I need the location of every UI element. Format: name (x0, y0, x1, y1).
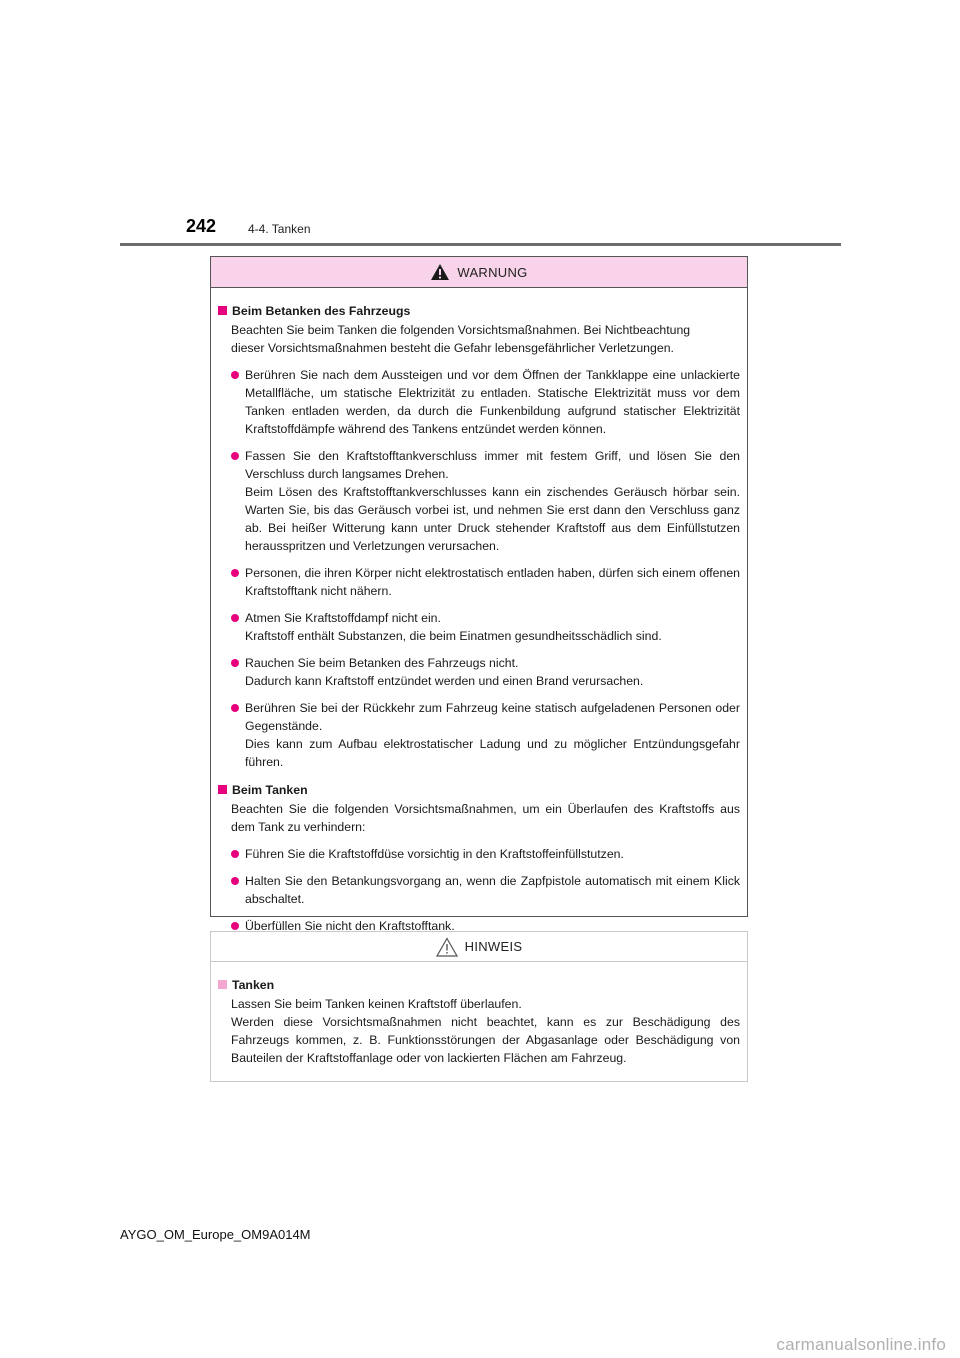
bullet-line: Halten Sie den Betankungsvorgang an, wenn die Zapfpistole automatisch mit einem Klick abschaltet. (245, 874, 740, 906)
notice-paragraph (231, 995, 740, 1067)
bullet-dot-icon (231, 452, 239, 460)
bullet-dot-icon (231, 922, 239, 930)
section-label: 4-4. Tanken (248, 222, 311, 236)
bullet-dot-icon (231, 877, 239, 885)
bullet-line: Berühren Sie bei der Rückkehr zum Fahrzeug keine statisch aufgeladenen Personen oder Gegenstände. (245, 701, 740, 733)
bullet-dot-icon (231, 704, 239, 712)
bullet-line: Dies kann zum Aufbau elektrostatischer Ladung und zu möglicher Entzündungsgefahr führen. (245, 737, 740, 769)
bullet-text (245, 609, 740, 645)
notice-triangle-icon (436, 937, 458, 957)
square-bullet-icon (218, 785, 227, 794)
sub-heading (218, 781, 740, 799)
bullet-line: Dadurch kann Kraftstoff entzündet werden und einen Brand verursachen. (245, 674, 644, 688)
bullet-text (245, 447, 740, 555)
sub-heading-text: Beim Betanken des Fahrzeugs (232, 304, 411, 318)
bullet-line: Beim Lösen des Kraftstofftankverschlusses kann ein zischendes Geräusch hörbar sein. Warten Sie, bis das Geräusch vorbei ist, und nehmen Sie erst dann den Verschluss ganz ab. Bei heißer Witterung kann unter Druck stehender Kraftstoff aus dem Einfüllstutzen herausspritzen und Verletzungen verursachen. (245, 485, 740, 553)
notice-title: HINWEIS (464, 939, 523, 954)
list-item (231, 447, 740, 555)
sub-heading-text: Beim Tanken (232, 783, 308, 797)
warning-box (210, 256, 748, 933)
bullet-text (245, 366, 740, 438)
bullet-text (245, 564, 740, 600)
bullet-text (245, 872, 740, 908)
notice-line: Werden diese Vorsichtsmaßnahmen nicht beachtet, kann es zur Beschädigung des Fahrzeugs kommen, z. B. Funktionsstörungen der Abgasanlage oder Beschädigung von Bauteilen der Kraftstoffanlage oder von lackierten Flächen am Fahrzeug. (231, 1015, 740, 1065)
bullet-text (245, 699, 740, 771)
bullet-line: Rauchen Sie beim Betanken des Fahrzeugs nicht. (245, 656, 519, 670)
intro-line: Beachten Sie beim Tanken die folgenden Vorsichtsmaßnahmen. Bei Nichtbeachtung (231, 323, 691, 337)
bullet-line: Kraftstoff enthält Substanzen, die beim Einatmen gesundheitsschädlich sind. (245, 629, 662, 643)
notice-header (211, 932, 747, 962)
bullet-line: Atmen Sie Kraftstoffdampf nicht ein. (245, 611, 441, 625)
square-bullet-icon (218, 980, 227, 989)
bullet-dot-icon (231, 659, 239, 667)
notice-body (211, 962, 747, 1067)
header-rule (120, 243, 841, 246)
bullet-line: Führen Sie die Kraftstoffdüse vorsichtig in den Kraftstoffeinfüllstutzen. (245, 847, 624, 861)
bullet-text (245, 654, 740, 690)
bullet-line: Personen, die ihren Körper nicht elektrostatisch entladen haben, dürfen sich einem offenen Kraftstofftank nicht nähern. (245, 566, 740, 598)
sub-heading (218, 302, 740, 320)
bullet-dot-icon (231, 569, 239, 577)
warning-header (211, 257, 747, 288)
warning-title: WARNUNG (457, 264, 528, 280)
list-item (231, 609, 740, 645)
warning-body (211, 288, 747, 935)
bullet-dot-icon (231, 614, 239, 622)
notice-box (210, 931, 748, 1082)
document-code: AYGO_OM_Europe_OM9A014M (120, 1227, 311, 1242)
bullet-line: Überfüllen Sie nicht den Kraftstofftank. (245, 919, 455, 933)
list-item (231, 699, 740, 771)
list-item (231, 845, 740, 863)
bullet-text (245, 845, 740, 863)
bullet-line: Berühren Sie nach dem Aussteigen und vor dem Öffnen der Tankklappe eine unlackierte Metallfläche, um statische Elektrizität zu entladen. Statische Elektrizität muss vor dem Tanken entladen werden, da durch die Funkenbildung aufgrund statischer Elektrizität Kraftstoffdämpfe während des Tankens entzündet werden können. (245, 368, 740, 436)
list-item (231, 564, 740, 600)
watermark: carmanualsonline.info (776, 1335, 946, 1354)
notice-line: Lassen Sie beim Tanken keinen Kraftstoff überlaufen. (231, 997, 522, 1011)
bullet-line: Fassen Sie den Kraftstofftankverschluss immer mit festem Griff, und lösen Sie den Verschluss durch langsames Drehen. (245, 449, 740, 481)
intro-line: dieser Vorsichtsmaßnahmen besteht die Gefahr lebensgefährlicher Verletzungen. (231, 341, 674, 355)
bullet-dot-icon (231, 850, 239, 858)
sub-heading (218, 976, 740, 994)
square-bullet-icon (218, 306, 227, 315)
list-item (231, 872, 740, 908)
intro-line: Beachten Sie die folgenden Vorsichtsmaßnahmen, um ein Überlaufen des Kraftstoffs aus dem Tank zu verhindern: (231, 802, 740, 834)
bullet-dot-icon (231, 371, 239, 379)
intro-paragraph (231, 800, 740, 836)
page-number: 242 (186, 216, 217, 236)
intro-paragraph (231, 321, 740, 357)
list-item (231, 366, 740, 438)
warning-triangle-icon (430, 263, 450, 281)
list-item (231, 654, 740, 690)
sub-heading-text: Tanken (232, 978, 275, 992)
